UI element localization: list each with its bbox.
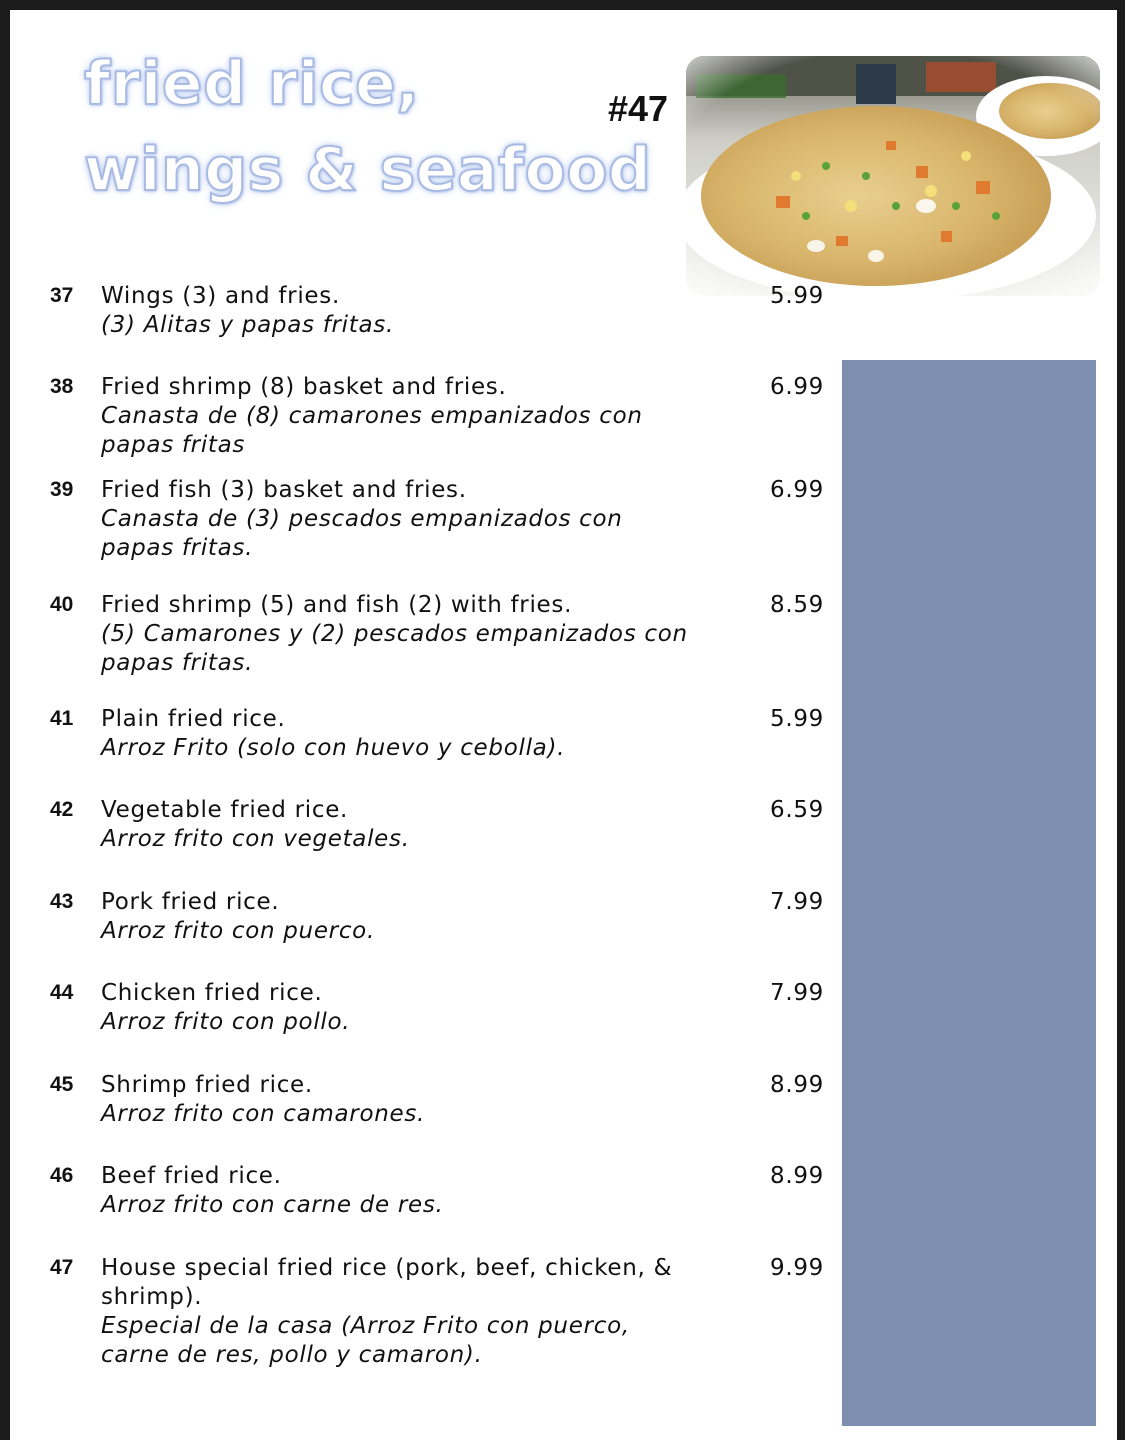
fried-rice-plate-icon: [686, 56, 1100, 296]
item-description: Arroz frito con camarones.: [101, 1101, 426, 1127]
item-price: 7.99: [770, 889, 825, 915]
menu-page: [10, 10, 1117, 1440]
item-description: Canasta de (8) camarones empanizados con papas fritas: [101, 403, 643, 458]
item-number: 45: [50, 1073, 74, 1096]
item-number: 42: [50, 798, 74, 821]
item-description: (5) Camarones y (2) pescados empanizados con papas fritas.: [101, 621, 688, 676]
item-name: Pork fried rice.: [101, 889, 280, 915]
item-name: Chicken fried rice.: [101, 980, 323, 1006]
item-price: 6.99: [770, 477, 825, 503]
item-description: (3) Alitas y papas fritas.: [101, 312, 394, 338]
photo-item-tag: #47: [608, 88, 669, 129]
menu-title-line2: wings & seafood: [84, 135, 652, 205]
item-price: 5.99: [770, 283, 825, 309]
item-name: Fried fish (3) basket and fries.: [101, 477, 467, 503]
item-name: Beef fried rice.: [101, 1163, 282, 1189]
item-number: 37: [50, 284, 74, 307]
item-price: 6.99: [770, 374, 825, 400]
item-name: Shrimp fried rice.: [101, 1072, 313, 1098]
item-number: 40: [50, 593, 74, 616]
item-name: Plain fried rice.: [101, 706, 286, 732]
item-number: 38: [50, 375, 74, 398]
item-description: Arroz Frito (solo con huevo y cebolla).: [101, 735, 566, 761]
item-name: Fried shrimp (5) and fish (2) with fries.: [101, 592, 573, 618]
item-description: Arroz frito con pollo.: [101, 1009, 351, 1035]
item-number: 41: [50, 707, 74, 730]
item-price: 7.99: [770, 980, 825, 1006]
item-number: 43: [50, 890, 74, 913]
item-number: 39: [50, 478, 74, 501]
menu-title-line1: fried rice,: [84, 49, 420, 119]
item-number: 44: [50, 981, 74, 1004]
item-description: Especial de la casa (Arroz Frito con puerco, carne de res, pollo y camaron).: [101, 1313, 630, 1368]
item-number: 46: [50, 1164, 74, 1187]
item-description: Arroz frito con carne de res.: [101, 1192, 444, 1218]
fried-rice-photo: [686, 56, 1100, 296]
item-name: Wings (3) and fries.: [101, 283, 340, 309]
item-price: 8.59: [770, 592, 825, 618]
item-price: 5.99: [770, 706, 825, 732]
item-name: House special fried rice (pork, beef, chicken, & shrimp).: [101, 1255, 673, 1310]
decorative-side-panel: [842, 360, 1096, 1426]
item-description: Arroz frito con puerco.: [101, 918, 375, 944]
item-name: Fried shrimp (8) basket and fries.: [101, 374, 507, 400]
item-description: Canasta de (3) pescados empanizados con papas fritas.: [101, 506, 623, 561]
item-price: 6.59: [770, 797, 825, 823]
item-price: 8.99: [770, 1072, 825, 1098]
item-description: Arroz frito con vegetales.: [101, 826, 410, 852]
item-price: 8.99: [770, 1163, 825, 1189]
item-name: Vegetable fried rice.: [101, 797, 349, 823]
item-price: 9.99: [770, 1255, 825, 1281]
item-number: 47: [50, 1256, 74, 1279]
